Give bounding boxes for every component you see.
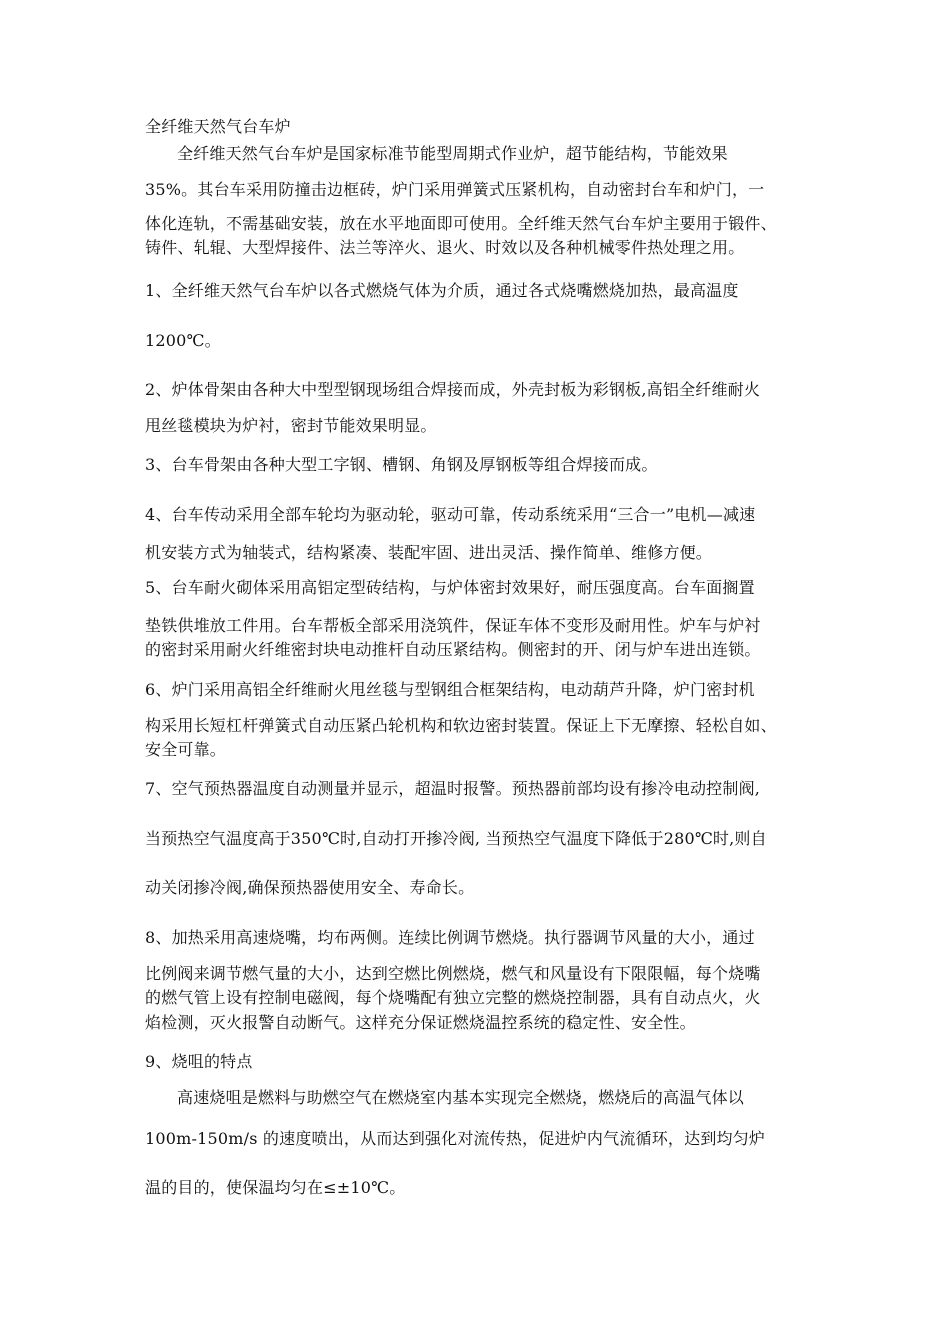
document-title: 全纤维天然气台车炉 <box>145 117 291 136</box>
item-5-line-2: 垫铁供堆放工件用。台车帮板全部采用浇筑件，保证车体不变形及耐用性。炉车与炉衬 <box>145 616 761 635</box>
item-8-line-4: 焰检测，灭火报警自动断气。这样充分保证燃烧温控系统的稳定性、安全性。 <box>145 1013 696 1032</box>
intro-line-1: 全纤维天然气台车炉是国家标准节能型周期式作业炉，超节能结构，节能效果 <box>177 144 728 163</box>
item-9-line-3: 温的目的，使保温均匀在≤±10℃。 <box>145 1178 406 1197</box>
item-4-line-2: 机安装方式为轴装式，结构紧凑、装配牢固、进出灵活、操作简单、维修方便。 <box>145 543 713 562</box>
item-6-line-2: 构采用长短杠杆弹簧式自动压紧凸轮机构和软边密封装置。保证上下无摩擦、轻松自如、 <box>145 716 777 735</box>
intro-line-3: 体化连轨，不需基础安装，放在水平地面即可使用。全纤维天然气台车炉主要用于锻件、 <box>145 214 777 233</box>
item-4-line-1: 4、台车传动采用全部车轮均为驱动轮，驱动可靠，传动系统采用“三合一”电机—减速 <box>145 505 756 524</box>
item-2-line-2: 甩丝毯模块为炉衬，密封节能效果明显。 <box>145 416 437 435</box>
intro-line-2: 35%。其台车采用防撞击边框砖，炉门采用弹簧式压紧机构，自动密封台车和炉门，一 <box>145 180 765 199</box>
item-5-line-3: 的密封采用耐火纤维密封块电动推杆自动压紧结构。侧密封的开、闭与炉车进出连锁。 <box>145 640 761 659</box>
item-1-line-2: 1200℃。 <box>145 331 221 350</box>
item-7-line-1: 7、空气预热器温度自动测量并显示，超温时报警。预热器前部均设有掺冷电动控制阀, <box>145 779 761 798</box>
item-2-line-1: 2、炉体骨架由各种大中型型钢现场组合焊接而成，外壳封板为彩钢板,高铝全纤维耐火 <box>145 380 761 399</box>
item-8-line-1: 8、加热采用高速烧嘴，均布两侧。连续比例调节燃烧。执行器调节风量的大小，通过 <box>145 928 755 947</box>
item-8-line-3: 的燃气管上设有控制电磁阀，每个烧嘴配有独立完整的燃烧控制器，具有自动点火，火 <box>145 988 761 1007</box>
item-6-line-3: 安全可靠。 <box>145 740 227 759</box>
item-7-line-2: 当预热空气温度高于350℃时,自动打开掺冷阀, 当预热空气温度下降低于280℃时,则自 <box>145 829 767 848</box>
item-9-line-1: 高速烧咀是燃料与助燃空气在燃烧室内基本实现完全燃烧，燃烧后的高温气体以 <box>177 1088 745 1107</box>
item-1-line-1: 1、全纤维天然气台车炉以各式燃烧气体为介质，通过各式烧嘴燃烧加热，最高温度 <box>145 281 739 300</box>
item-9-line-2: 100m-150m/s 的速度喷出，从而达到强化对流传热，促进炉内气流循环，达到均匀炉 <box>145 1129 766 1148</box>
item-5-line-1: 5、台车耐火砌体采用高铝定型砖结构，与炉体密封效果好，耐压强度高。台车面搁置 <box>145 578 755 597</box>
item-3-line-1: 3、台车骨架由各种大型工字钢、槽钢、角钢及厚钢板等组合焊接而成。 <box>145 455 658 474</box>
intro-line-4: 铸件、轧辊、大型焊接件、法兰等淬火、退火、时效以及各种机械零件热处理之用。 <box>145 238 745 257</box>
item-9-heading: 9、烧咀的特点 <box>145 1052 253 1071</box>
item-7-line-3: 动关闭掺冷阀,确保预热器使用安全、寿命长。 <box>145 878 475 897</box>
item-6-line-1: 6、炉门采用高铝全纤维耐火甩丝毯与型钢组合框架结构，电动葫芦升降，炉门密封机 <box>145 680 755 699</box>
item-8-line-2: 比例阀来调节燃气量的大小，达到空燃比例燃烧，燃气和风量设有下限限幅，每个烧嘴 <box>145 964 761 983</box>
